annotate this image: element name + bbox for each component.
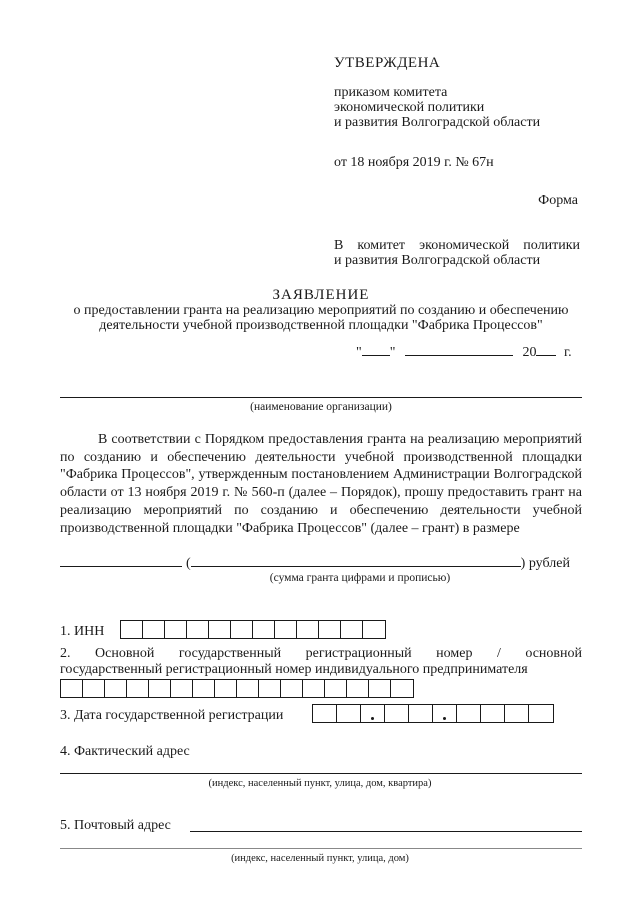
sum-words-field[interactable] — [191, 554, 521, 567]
date-line — [356, 343, 572, 360]
sum-caption: (сумма гранта цифрами и прописью) — [269, 572, 451, 584]
ogrn-cell[interactable] — [171, 680, 193, 697]
ogrn-cell[interactable] — [61, 680, 83, 697]
reg-date-cell[interactable] — [337, 705, 361, 722]
reg-date-cell[interactable] — [529, 705, 553, 722]
ogrn-cell[interactable] — [325, 680, 347, 697]
addressee-line-2: и развития Волгоградской области — [334, 253, 541, 268]
reg-date-label: 3. Дата государственной регистрации — [60, 708, 284, 723]
ogrn-cell[interactable] — [281, 680, 303, 697]
reg-date-cell[interactable] — [457, 705, 481, 722]
actual-address-line[interactable] — [60, 773, 582, 774]
inn-cell[interactable] — [297, 621, 319, 638]
ogrn-cell[interactable] — [259, 680, 281, 697]
ogrn-cell[interactable] — [193, 680, 215, 697]
inn-cell[interactable] — [275, 621, 297, 638]
reg-date-cell[interactable] — [361, 705, 385, 722]
title-heading: ЗАЯВЛЕНИЕ — [272, 287, 370, 303]
approval-line-1: приказом комитета — [334, 85, 448, 100]
inn-boxes[interactable] — [120, 620, 386, 639]
inn-cell[interactable] — [143, 621, 165, 638]
sum-line — [60, 554, 582, 571]
reg-date-cell[interactable] — [481, 705, 505, 722]
ogrn-label — [60, 646, 582, 678]
addressee-line-1: В комитет экономической политики — [334, 238, 580, 253]
ogrn-label-line-2: государственный регистрационный номер индивидуального предпринимателя — [60, 662, 528, 677]
reg-date-cell[interactable] — [409, 705, 433, 722]
organization-caption: (наименование организации) — [250, 401, 392, 413]
approval-line-3: и развития Волгоградской области — [334, 115, 541, 130]
ogrn-cell[interactable] — [347, 680, 369, 697]
inn-cell[interactable] — [121, 621, 143, 638]
postal-address-caption: (индекс, населенный пункт, улица, дом) — [231, 853, 409, 864]
inn-cell[interactable] — [231, 621, 253, 638]
reg-date-cell[interactable] — [505, 705, 529, 722]
inn-cell[interactable] — [253, 621, 275, 638]
ogrn-cell[interactable] — [237, 680, 259, 697]
ogrn-cell[interactable] — [83, 680, 105, 697]
actual-address-label: 4. Фактический адрес — [60, 744, 190, 759]
inn-cell[interactable] — [209, 621, 231, 638]
title-line-1: о предоставлении гранта на реализацию мероприятий по созданию и обеспечению — [73, 303, 569, 318]
year-prefix: 20 — [522, 345, 537, 360]
actual-address-caption: (индекс, населенный пункт, улица, дом, квартира) — [208, 778, 432, 789]
approval-date: от 18 ноября 2019 г. № 67н — [334, 155, 494, 170]
date-separator-dot — [371, 717, 374, 720]
request-paragraph: В соответствии с Порядком предоставления гранта на реализацию мероприятий по созданию и обеспечению деятельности учебной производственной площадки "Фабрика Процессов", утвержденным постановлением Администрации Волгоградской области от 13 ноября 2019 г. № 560-п (далее – Порядок), прошу предоставить грант на реализацию мероприятий по созданию и обеспечению деятельности учебной производственной площадки "Фабрика Процессов" (далее – грант) в размере — [60, 432, 582, 536]
approval-line-2: экономической политики — [334, 100, 485, 115]
date-quote-open: " — [356, 345, 362, 360]
ogrn-cell[interactable] — [215, 680, 237, 697]
document-title — [60, 288, 582, 333]
inn-cell[interactable] — [187, 621, 209, 638]
day-field[interactable] — [362, 343, 390, 356]
reg-date-boxes[interactable] — [312, 704, 554, 723]
year-field[interactable] — [536, 343, 556, 356]
sum-open-paren: ( — [186, 556, 191, 571]
reg-date-cell[interactable] — [385, 705, 409, 722]
sum-digits-field[interactable] — [60, 554, 182, 567]
approval-heading: УТВЕРЖДЕНА — [334, 55, 441, 71]
ogrn-boxes[interactable] — [60, 679, 414, 698]
date-quote-close: " — [389, 345, 396, 360]
ogrn-cell[interactable] — [149, 680, 171, 697]
inn-cell[interactable] — [363, 621, 385, 638]
addressee-block — [334, 238, 580, 268]
ogrn-cell[interactable] — [391, 680, 413, 697]
postal-address-label: 5. Почтовый адрес — [60, 818, 171, 833]
ogrn-cell[interactable] — [369, 680, 391, 697]
approval-block — [334, 56, 624, 170]
ogrn-cell[interactable] — [303, 680, 325, 697]
ogrn-cell[interactable] — [127, 680, 149, 697]
postal-address-line-2[interactable] — [60, 848, 582, 849]
form-label: Форма — [538, 193, 578, 208]
ogrn-label-line-1: 2. Основной государственный регистрационный номер / основной — [60, 646, 582, 661]
date-separator-dot — [443, 717, 446, 720]
organization-name-line[interactable] — [60, 397, 582, 398]
inn-cell[interactable] — [165, 621, 187, 638]
month-field[interactable] — [405, 343, 513, 356]
year-suffix: г. — [563, 345, 572, 360]
title-line-2: деятельности учебной производственной площадки "Фабрика Процессов" — [99, 318, 543, 333]
inn-cell[interactable] — [319, 621, 341, 638]
inn-cell[interactable] — [341, 621, 363, 638]
postal-address-line-1[interactable] — [190, 831, 582, 832]
ogrn-cell[interactable] — [105, 680, 127, 697]
reg-date-cell[interactable] — [313, 705, 337, 722]
reg-date-cell[interactable] — [433, 705, 457, 722]
inn-label: 1. ИНН — [60, 624, 105, 639]
sum-close-rub: ) рублей — [520, 556, 570, 571]
